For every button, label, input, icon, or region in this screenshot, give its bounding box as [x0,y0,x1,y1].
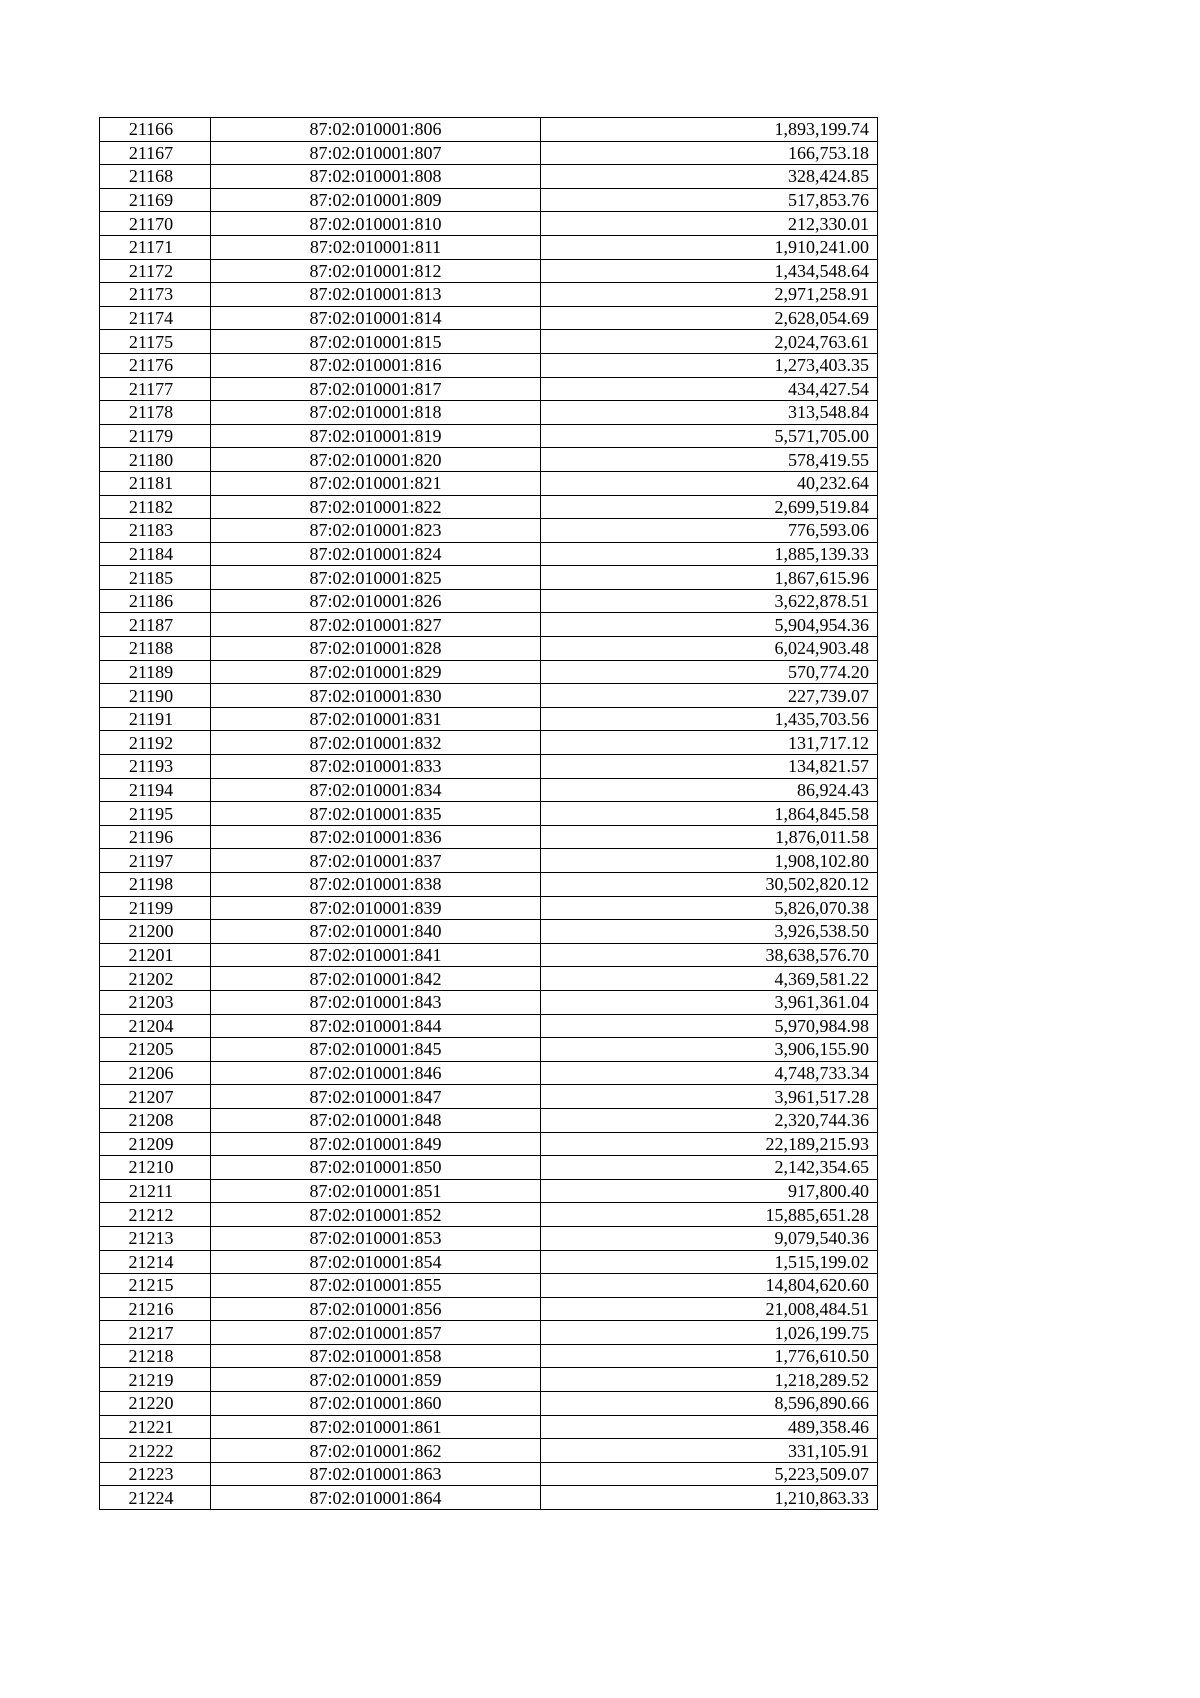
row-number-cell: 21178 [100,401,211,425]
table-row [100,1344,878,1368]
value-cell: 30,502,820.12 [541,873,878,897]
cadastral-number-cell: 87:02:010001:830 [211,684,541,708]
cadastral-number-cell: 87:02:010001:826 [211,589,541,613]
row-number-cell: 21192 [100,731,211,755]
row-number-cell: 21198 [100,873,211,897]
value-cell: 5,571,705.00 [541,424,878,448]
cadastral-number-cell: 87:02:010001:845 [211,1038,541,1062]
cadastral-number-cell: 87:02:010001:847 [211,1085,541,1109]
row-number-cell: 21187 [100,613,211,637]
row-number-cell: 21186 [100,589,211,613]
cadastral-number-cell: 87:02:010001:808 [211,165,541,189]
row-number-cell: 21206 [100,1061,211,1085]
table-row [100,542,878,566]
table-row [100,1486,878,1510]
value-cell: 1,515,199.02 [541,1250,878,1274]
row-number-cell: 21208 [100,1108,211,1132]
row-number-cell: 21221 [100,1415,211,1439]
cadastral-number-cell: 87:02:010001:814 [211,306,541,330]
table-row [100,1108,878,1132]
row-number-cell: 21203 [100,990,211,1014]
row-number-cell: 21184 [100,542,211,566]
cadastral-number-cell: 87:02:010001:856 [211,1297,541,1321]
row-number-cell: 21193 [100,755,211,779]
table-row [100,1321,878,1345]
table-row [100,118,878,142]
value-cell: 1,864,845.58 [541,802,878,826]
table-row [100,259,878,283]
cadastral-number-cell: 87:02:010001:817 [211,377,541,401]
cadastral-number-cell: 87:02:010001:842 [211,967,541,991]
row-number-cell: 21191 [100,707,211,731]
cadastral-number-cell: 87:02:010001:863 [211,1462,541,1486]
row-number-cell: 21204 [100,1014,211,1038]
table-row [100,684,878,708]
cadastral-number-cell: 87:02:010001:825 [211,566,541,590]
value-cell: 1,893,199.74 [541,118,878,142]
row-number-cell: 21189 [100,660,211,684]
table-row [100,707,878,731]
value-cell: 570,774.20 [541,660,878,684]
cadastral-number-cell: 87:02:010001:834 [211,778,541,802]
table-row [100,1203,878,1227]
table-row [100,401,878,425]
value-cell: 2,971,258.91 [541,283,878,307]
value-cell: 38,638,576.70 [541,943,878,967]
value-cell: 5,223,509.07 [541,1462,878,1486]
cadastral-number-cell: 87:02:010001:849 [211,1132,541,1156]
row-number-cell: 21194 [100,778,211,802]
value-cell: 86,924.43 [541,778,878,802]
cadastral-number-cell: 87:02:010001:844 [211,1014,541,1038]
value-cell: 1,218,289.52 [541,1368,878,1392]
value-cell: 2,699,519.84 [541,495,878,519]
table-row [100,306,878,330]
row-number-cell: 21172 [100,259,211,283]
table-row [100,1156,878,1180]
row-number-cell: 21222 [100,1439,211,1463]
row-number-cell: 21215 [100,1274,211,1298]
table-row [100,353,878,377]
value-cell: 1,776,610.50 [541,1344,878,1368]
table-row [100,519,878,543]
cadastral-number-cell: 87:02:010001:824 [211,542,541,566]
cadastral-number-cell: 87:02:010001:860 [211,1392,541,1416]
table-row [100,967,878,991]
cadastral-number-cell: 87:02:010001:850 [211,1156,541,1180]
table-row [100,778,878,802]
value-cell: 1,435,703.56 [541,707,878,731]
value-cell: 1,273,403.35 [541,353,878,377]
value-cell: 917,800.40 [541,1179,878,1203]
cadastral-number-cell: 87:02:010001:833 [211,755,541,779]
value-cell: 3,961,517.28 [541,1085,878,1109]
table-row [100,424,878,448]
table-row [100,141,878,165]
row-number-cell: 21179 [100,424,211,448]
cadastral-number-cell: 87:02:010001:851 [211,1179,541,1203]
row-number-cell: 21199 [100,896,211,920]
cadastral-number-cell: 87:02:010001:846 [211,1061,541,1085]
cadastral-number-cell: 87:02:010001:836 [211,825,541,849]
cadastral-number-cell: 87:02:010001:807 [211,141,541,165]
table-row [100,1274,878,1298]
cadastral-number-cell: 87:02:010001:832 [211,731,541,755]
value-cell: 1,867,615.96 [541,566,878,590]
value-cell: 434,427.54 [541,377,878,401]
value-cell: 4,748,733.34 [541,1061,878,1085]
table-row [100,825,878,849]
value-cell: 8,596,890.66 [541,1392,878,1416]
row-number-cell: 21217 [100,1321,211,1345]
table-row [100,377,878,401]
row-number-cell: 21209 [100,1132,211,1156]
row-number-cell: 21224 [100,1486,211,1510]
cadastral-number-cell: 87:02:010001:859 [211,1368,541,1392]
cadastral-value-table [99,117,878,1510]
row-number-cell: 21196 [100,825,211,849]
row-number-cell: 21190 [100,684,211,708]
row-number-cell: 21181 [100,471,211,495]
table-row [100,1226,878,1250]
value-cell: 3,926,538.50 [541,920,878,944]
table-row [100,188,878,212]
cadastral-number-cell: 87:02:010001:827 [211,613,541,637]
cadastral-number-cell: 87:02:010001:818 [211,401,541,425]
cadastral-number-cell: 87:02:010001:858 [211,1344,541,1368]
value-cell: 1,908,102.80 [541,849,878,873]
cadastral-number-cell: 87:02:010001:839 [211,896,541,920]
row-number-cell: 21197 [100,849,211,873]
row-number-cell: 21201 [100,943,211,967]
table-row [100,990,878,1014]
row-number-cell: 21177 [100,377,211,401]
value-cell: 489,358.46 [541,1415,878,1439]
table-row [100,637,878,661]
cadastral-number-cell: 87:02:010001:812 [211,259,541,283]
row-number-cell: 21170 [100,212,211,236]
value-cell: 3,622,878.51 [541,589,878,613]
value-cell: 1,210,863.33 [541,1486,878,1510]
value-cell: 15,885,651.28 [541,1203,878,1227]
value-cell: 6,024,903.48 [541,637,878,661]
table-row [100,873,878,897]
table-row [100,755,878,779]
table-row [100,802,878,826]
row-number-cell: 21220 [100,1392,211,1416]
cadastral-number-cell: 87:02:010001:810 [211,212,541,236]
table-row [100,1415,878,1439]
table-row [100,471,878,495]
cadastral-number-cell: 87:02:010001:816 [211,353,541,377]
value-cell: 2,628,054.69 [541,306,878,330]
cadastral-number-cell: 87:02:010001:821 [211,471,541,495]
value-cell: 1,434,548.64 [541,259,878,283]
row-number-cell: 21218 [100,1344,211,1368]
table-row [100,1014,878,1038]
table-row [100,1462,878,1486]
cadastral-number-cell: 87:02:010001:852 [211,1203,541,1227]
row-number-cell: 21174 [100,306,211,330]
row-number-cell: 21205 [100,1038,211,1062]
value-cell: 40,232.64 [541,471,878,495]
cadastral-number-cell: 87:02:010001:820 [211,448,541,472]
value-cell: 776,593.06 [541,519,878,543]
table-row [100,731,878,755]
table-row [100,330,878,354]
row-number-cell: 21173 [100,283,211,307]
value-cell: 313,548.84 [541,401,878,425]
row-number-cell: 21185 [100,566,211,590]
value-cell: 5,826,070.38 [541,896,878,920]
table-row [100,1297,878,1321]
value-cell: 3,961,361.04 [541,990,878,1014]
cadastral-number-cell: 87:02:010001:806 [211,118,541,142]
row-number-cell: 21210 [100,1156,211,1180]
cadastral-number-cell: 87:02:010001:840 [211,920,541,944]
table-row [100,1439,878,1463]
value-cell: 9,079,540.36 [541,1226,878,1250]
cadastral-number-cell: 87:02:010001:837 [211,849,541,873]
cadastral-number-cell: 87:02:010001:853 [211,1226,541,1250]
cadastral-number-cell: 87:02:010001:811 [211,235,541,259]
cadastral-number-cell: 87:02:010001:841 [211,943,541,967]
value-cell: 4,369,581.22 [541,967,878,991]
table-row [100,920,878,944]
cadastral-number-cell: 87:02:010001:861 [211,1415,541,1439]
table-row [100,1038,878,1062]
row-number-cell: 21182 [100,495,211,519]
cadastral-number-cell: 87:02:010001:828 [211,637,541,661]
value-cell: 328,424.85 [541,165,878,189]
cadastral-number-cell: 87:02:010001:862 [211,1439,541,1463]
table-row [100,1085,878,1109]
cadastral-number-cell: 87:02:010001:819 [211,424,541,448]
cadastral-number-cell: 87:02:010001:815 [211,330,541,354]
table-row [100,896,878,920]
table-row [100,566,878,590]
row-number-cell: 21167 [100,141,211,165]
table-row [100,448,878,472]
table-row [100,1061,878,1085]
cadastral-number-cell: 87:02:010001:823 [211,519,541,543]
row-number-cell: 21171 [100,235,211,259]
cadastral-number-cell: 87:02:010001:831 [211,707,541,731]
value-cell: 14,804,620.60 [541,1274,878,1298]
row-number-cell: 21223 [100,1462,211,1486]
row-number-cell: 21211 [100,1179,211,1203]
value-cell: 2,320,744.36 [541,1108,878,1132]
value-cell: 5,904,954.36 [541,613,878,637]
table-row [100,1250,878,1274]
row-number-cell: 21216 [100,1297,211,1321]
row-number-cell: 21200 [100,920,211,944]
cadastral-number-cell: 87:02:010001:854 [211,1250,541,1274]
table-row [100,943,878,967]
value-cell: 212,330.01 [541,212,878,236]
value-cell: 1,026,199.75 [541,1321,878,1345]
table-row [100,212,878,236]
row-number-cell: 21213 [100,1226,211,1250]
row-number-cell: 21195 [100,802,211,826]
value-cell: 2,024,763.61 [541,330,878,354]
row-number-cell: 21180 [100,448,211,472]
table-row [100,589,878,613]
table-row [100,613,878,637]
value-cell: 131,717.12 [541,731,878,755]
table-row [100,165,878,189]
row-number-cell: 21219 [100,1368,211,1392]
value-cell: 1,876,011.58 [541,825,878,849]
cadastral-number-cell: 87:02:010001:829 [211,660,541,684]
row-number-cell: 21176 [100,353,211,377]
row-number-cell: 21188 [100,637,211,661]
row-number-cell: 21214 [100,1250,211,1274]
value-cell: 5,970,984.98 [541,1014,878,1038]
cadastral-number-cell: 87:02:010001:813 [211,283,541,307]
cadastral-number-cell: 87:02:010001:835 [211,802,541,826]
table-row [100,283,878,307]
table-row [100,1392,878,1416]
value-cell: 3,906,155.90 [541,1038,878,1062]
value-cell: 517,853.76 [541,188,878,212]
row-number-cell: 21168 [100,165,211,189]
cadastral-number-cell: 87:02:010001:848 [211,1108,541,1132]
table-row [100,1132,878,1156]
value-cell: 1,885,139.33 [541,542,878,566]
value-cell: 227,739.07 [541,684,878,708]
row-number-cell: 21183 [100,519,211,543]
value-cell: 166,753.18 [541,141,878,165]
cadastral-number-cell: 87:02:010001:864 [211,1486,541,1510]
table-row [100,235,878,259]
value-cell: 1,910,241.00 [541,235,878,259]
value-cell: 21,008,484.51 [541,1297,878,1321]
cadastral-number-cell: 87:02:010001:809 [211,188,541,212]
value-cell: 22,189,215.93 [541,1132,878,1156]
row-number-cell: 21212 [100,1203,211,1227]
table-row [100,1368,878,1392]
row-number-cell: 21175 [100,330,211,354]
table-row [100,849,878,873]
cadastral-number-cell: 87:02:010001:838 [211,873,541,897]
table-row [100,1179,878,1203]
value-cell: 331,105.91 [541,1439,878,1463]
cadastral-number-cell: 87:02:010001:857 [211,1321,541,1345]
cadastral-number-cell: 87:02:010001:843 [211,990,541,1014]
row-number-cell: 21202 [100,967,211,991]
value-cell: 578,419.55 [541,448,878,472]
value-cell: 2,142,354.65 [541,1156,878,1180]
row-number-cell: 21169 [100,188,211,212]
row-number-cell: 21166 [100,118,211,142]
value-cell: 134,821.57 [541,755,878,779]
table-row [100,495,878,519]
cadastral-number-cell: 87:02:010001:855 [211,1274,541,1298]
table-body [100,118,878,1510]
table-row [100,660,878,684]
cadastral-number-cell: 87:02:010001:822 [211,495,541,519]
row-number-cell: 21207 [100,1085,211,1109]
